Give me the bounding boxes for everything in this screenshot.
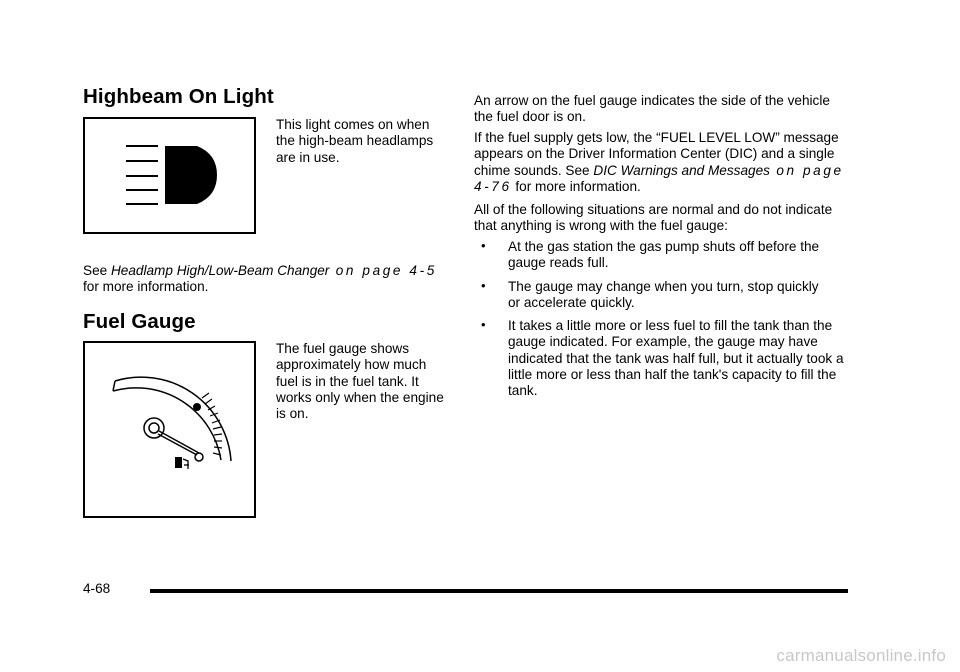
watermark: carmanualsonline.info bbox=[776, 646, 946, 665]
footer-rule bbox=[150, 589, 848, 593]
fuel-door-paragraph: An arrow on the fuel gauge indicates the side of the vehicle the fuel door is on. bbox=[474, 93, 830, 125]
fuel-gauge-icon bbox=[85, 343, 254, 516]
bullet-icon: • bbox=[481, 278, 486, 293]
bullet-item-2: The gauge may change when you turn, stop quickly or accelerate quickly. bbox=[508, 279, 819, 311]
normal-situations-paragraph: All of the following situations are normal and do not indicate that anything is wrong with the fuel gauge: bbox=[474, 202, 833, 234]
high-beam-headlamp-icon bbox=[85, 119, 254, 232]
bullet-icon: • bbox=[481, 238, 486, 253]
page-number: 4-68 bbox=[83, 581, 111, 596]
bullet-icon: • bbox=[481, 317, 486, 332]
bullet-item-3: It takes a little more or less fuel to fill the tank than the gauge indicated. For example, the gauge may have indicated that the tank was half full, but it actually took a little more or less than half the tank's capacity to fill the tank. bbox=[508, 318, 844, 399]
highbeam-title: Highbeam On Light bbox=[83, 85, 274, 108]
fuel-gauge-description: The fuel gauge shows approximately how much fuel is in the fuel tank. It works only when the engine is on. bbox=[276, 341, 444, 422]
highbeam-link[interactable]: Headlamp High/Low-Beam Changer bbox=[110, 263, 330, 278]
bullet-item-1: At the gas station the gas pump shuts off before the gauge reads full. bbox=[508, 239, 820, 271]
fuel-gauge-title: Fuel Gauge bbox=[83, 310, 196, 333]
fuel-level-low-paragraph: If the fuel supply gets low, the “FUEL LEVEL LOW” message appears on the Driver Information Center (DIC) and a single chime sounds. See DIC Warnings and Messages on page 4-76 for more information. bbox=[474, 130, 844, 194]
dic-warnings-link[interactable]: DIC Warnings and Messages bbox=[593, 162, 770, 178]
highbeam-figure bbox=[83, 117, 256, 234]
highbeam-description: This light comes on when the high-beam headlamps are in use. bbox=[276, 117, 434, 165]
fuel-gauge-figure bbox=[83, 341, 256, 518]
highbeam-see-text: See Headlamp High/Low-Beam Changer on page 4-5 for more information. bbox=[83, 263, 437, 295]
